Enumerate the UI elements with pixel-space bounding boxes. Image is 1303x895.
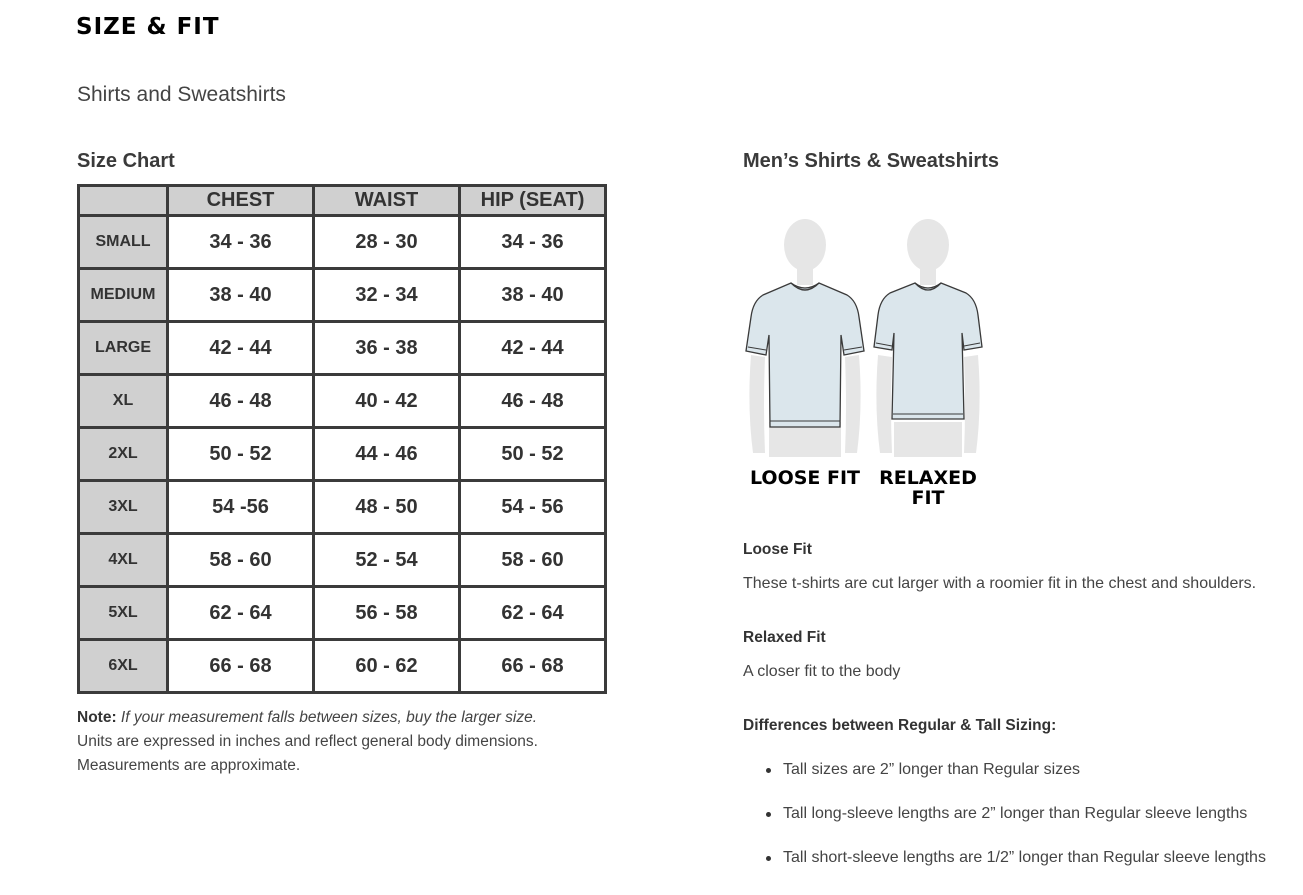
hips-silhouette [894, 422, 962, 457]
chest-cell: 46 - 48 [168, 375, 314, 428]
column-header-hip: HIP (SEAT) [460, 186, 606, 216]
size-label: SMALL [79, 216, 168, 269]
relaxed-fit-illustration [872, 217, 984, 457]
waist-cell: 40 - 42 [314, 375, 460, 428]
waist-cell: 48 - 50 [314, 481, 460, 534]
chest-cell: 54 -56 [168, 481, 314, 534]
relaxed-fit-label [872, 468, 984, 508]
table-row [79, 269, 606, 322]
chest-cell: 66 - 68 [168, 640, 314, 693]
neck-silhouette [797, 265, 813, 285]
hip-cell: 34 - 36 [460, 216, 606, 269]
waist-cell: 56 - 58 [314, 587, 460, 640]
hip-cell: 50 - 52 [460, 428, 606, 481]
chest-cell: 50 - 52 [168, 428, 314, 481]
head-silhouette [784, 219, 826, 271]
list-item [743, 758, 1266, 802]
size-chart-table [77, 184, 607, 694]
neck-silhouette [920, 265, 936, 285]
note-italic-text: If your measurement falls between sizes, buy the larger size. [120, 709, 538, 726]
list-item [743, 802, 1266, 846]
table-row [79, 481, 606, 534]
chest-cell: 62 - 64 [168, 587, 314, 640]
relaxed-fit-label-line-2: FIT [911, 487, 945, 509]
relaxed-fit-label-line-1: RELAXED [879, 467, 977, 489]
table-row [79, 640, 606, 693]
right-arm-silhouette [964, 355, 980, 453]
size-label: 2XL [79, 428, 168, 481]
note-line-2: Units are expressed in inches and reflect general body dimensions. [77, 733, 538, 750]
left-arm-silhouette [749, 355, 765, 453]
tall-sizing-list [743, 758, 1266, 890]
hip-cell: 42 - 44 [460, 322, 606, 375]
table-row [79, 428, 606, 481]
size-label: 5XL [79, 587, 168, 640]
relaxed-fit-description: A closer fit to the body [743, 663, 901, 680]
bullet-icon [766, 812, 771, 817]
table-row [79, 216, 606, 269]
page-subtitle: Shirts and Sweatshirts [77, 83, 286, 106]
waist-cell: 44 - 46 [314, 428, 460, 481]
waist-cell: 36 - 38 [314, 322, 460, 375]
table-row [79, 587, 606, 640]
bullet-icon [766, 768, 771, 773]
bullet-icon [766, 856, 771, 861]
hip-cell: 66 - 68 [460, 640, 606, 693]
size-label: 4XL [79, 534, 168, 587]
note-line-3: Measurements are approximate. [77, 757, 301, 774]
table-row [79, 375, 606, 428]
chest-cell: 42 - 44 [168, 322, 314, 375]
chest-cell: 58 - 60 [168, 534, 314, 587]
relaxed-fit-heading: Relaxed Fit [743, 629, 826, 646]
size-label: XL [79, 375, 168, 428]
column-header-waist: WAIST [314, 186, 460, 216]
list-item [743, 846, 1266, 890]
relaxed-fit-figure-svg [872, 217, 984, 457]
hip-cell: 46 - 48 [460, 375, 606, 428]
hip-cell: 58 - 60 [460, 534, 606, 587]
loose-fit-label: LOOSE FIT [749, 467, 861, 489]
right-arm-silhouette [845, 355, 861, 453]
list-item-text: Tall short-sleeve lengths are 1/2” longer than Regular sleeve lengths [783, 849, 1266, 866]
waist-cell: 28 - 30 [314, 216, 460, 269]
tall-sizing-heading: Differences between Regular & Tall Sizing: [743, 717, 1057, 734]
size-label: MEDIUM [79, 269, 168, 322]
note-line-1 [77, 706, 597, 730]
waist-cell: 32 - 34 [314, 269, 460, 322]
column-header-chest: CHEST [168, 186, 314, 216]
chest-cell: 34 - 36 [168, 216, 314, 269]
size-label: 3XL [79, 481, 168, 534]
hip-cell: 62 - 64 [460, 587, 606, 640]
waist-cell: 60 - 62 [314, 640, 460, 693]
chest-cell: 38 - 40 [168, 269, 314, 322]
loose-fit-description: These t-shirts are cut larger with a roomier fit in the chest and shoulders. [743, 575, 1257, 592]
size-chart-heading: Size Chart [77, 150, 175, 172]
waist-cell: 52 - 54 [314, 534, 460, 587]
table-row [79, 322, 606, 375]
table-corner-cell [79, 186, 168, 216]
size-label: LARGE [79, 322, 168, 375]
note-label: Note: [77, 709, 117, 726]
head-silhouette [907, 219, 949, 271]
size-chart-note [77, 706, 597, 778]
fit-guide-heading: Men’s Shirts & Sweatshirts [743, 150, 999, 172]
hip-cell: 54 - 56 [460, 481, 606, 534]
page-title: SIZE & FIT [76, 14, 220, 40]
table-row [79, 534, 606, 587]
loose-fit-illustration [743, 217, 867, 457]
left-arm-silhouette [876, 355, 892, 453]
hip-cell: 38 - 40 [460, 269, 606, 322]
loose-fit-heading: Loose Fit [743, 541, 812, 558]
loose-fit-figure-svg [743, 217, 867, 457]
list-item-text: Tall sizes are 2” longer than Regular sizes [783, 761, 1081, 778]
size-label: 6XL [79, 640, 168, 693]
table-header-row [79, 186, 606, 216]
list-item-text: Tall long-sleeve lengths are 2” longer than Regular sleeve lengths [783, 805, 1248, 822]
